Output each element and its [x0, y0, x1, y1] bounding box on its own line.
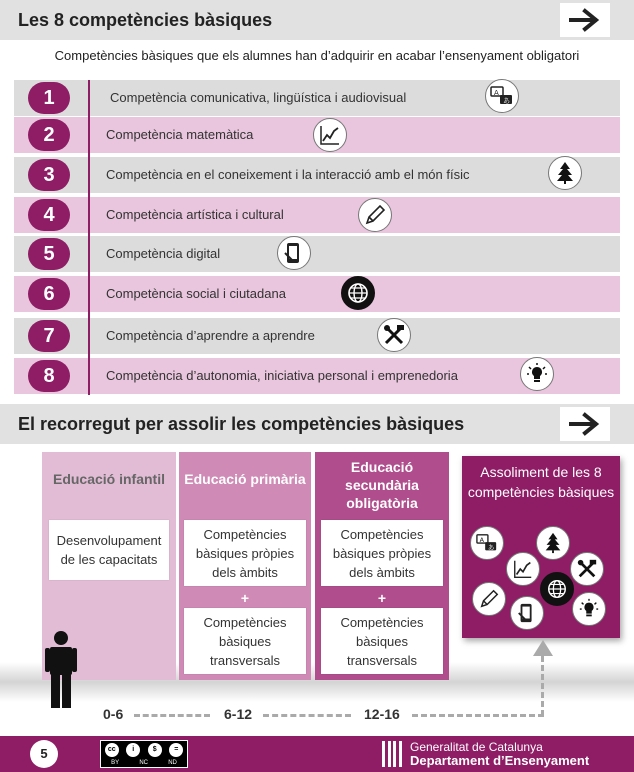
lightbulb-icon [572, 592, 606, 626]
arrow-right-icon [569, 412, 601, 436]
column-box: Competències bàsiques transversals [321, 608, 443, 674]
column-box: Competències bàsiques transversals [184, 608, 306, 674]
section1-title: Les 8 competències bàsiques [18, 10, 273, 30]
gencat-stripes-icon [382, 741, 402, 767]
competence-number: 2 [28, 119, 70, 151]
column-box: Competències bàsiques pròpies dels àmbits [184, 520, 306, 586]
age-label: 0-6 [103, 706, 124, 722]
competence-row-4 [14, 197, 620, 233]
cc-license-badge[interactable] [100, 740, 188, 768]
competence-label: Competència comunicativa, lingüística i audiovisual [110, 90, 407, 105]
competence-number: 8 [28, 360, 70, 392]
age-label: 12-16 [364, 706, 400, 722]
gencat-logo[interactable] [382, 739, 622, 769]
cc-icon: cc [105, 743, 119, 757]
lightbulb-icon [520, 357, 554, 391]
svg-text:あ: あ [487, 543, 495, 552]
phone-icon [510, 596, 544, 630]
nd-icon: = [169, 743, 183, 757]
section1-header [0, 0, 634, 40]
translate-icon [485, 79, 519, 113]
competence-label: Competència digital [106, 246, 221, 261]
org-line1: Generalitat de Catalunya [410, 740, 543, 754]
chart-icon [313, 118, 347, 152]
pencil-icon [472, 582, 506, 616]
timeline-dash [134, 714, 210, 717]
globe-icon [341, 276, 375, 310]
arrow-up-icon [533, 640, 553, 656]
nc-icon: $ [148, 743, 162, 757]
competence-row-7 [14, 318, 620, 354]
competence-label: Competència matemàtica [106, 127, 254, 142]
tree-icon [548, 156, 582, 190]
result-box [462, 456, 620, 638]
column-primaria [179, 452, 311, 680]
license-by: BY [111, 760, 120, 766]
section2-arrow-button[interactable] [560, 407, 610, 441]
competence-number: 7 [28, 320, 70, 352]
chart-icon [506, 552, 540, 586]
column-title: Educació infantil [52, 471, 165, 487]
svg-text:あ: あ [503, 97, 510, 105]
footer [0, 736, 634, 772]
timeline-dash [263, 714, 351, 717]
timeline-dash-vertical [541, 656, 544, 716]
competence-number: 6 [28, 278, 70, 310]
competence-row-1 [14, 80, 620, 116]
column-title: Educació secundària obligatòria [345, 459, 419, 511]
competence-label: Competència social i ciutadana [106, 286, 286, 301]
tools-icon [570, 552, 604, 586]
column-title: Educació primària [184, 471, 306, 487]
section2-header [0, 404, 634, 444]
org-line2: Departament d’Ensenyament [410, 753, 590, 768]
section1-subtitle: Competències bàsiques que els alumnes han d’adquirir en acabar l’ensenyament obligatori [54, 48, 580, 63]
arrow-right-icon [569, 8, 601, 32]
competence-row-6 [14, 276, 620, 312]
page-number: 5 [30, 740, 58, 768]
section1-arrow-button[interactable] [560, 3, 610, 37]
plus-sign: + [240, 590, 250, 606]
timeline-dash [412, 714, 544, 717]
svg-text:A: A [479, 536, 485, 545]
tools-icon [377, 318, 411, 352]
competence-label: Competència artística i cultural [106, 207, 284, 222]
list-divider [88, 80, 90, 395]
plus-sign: + [377, 590, 387, 606]
competence-label: Competència en el coneixement i la interacció amb el món físic [106, 167, 470, 182]
column-secundaria [315, 452, 449, 680]
competence-row-5 [14, 236, 620, 272]
competence-label: Competència d’autonomia, iniciativa personal i emprenedoria [106, 368, 458, 383]
competence-number: 4 [28, 199, 70, 231]
age-label: 6-12 [224, 706, 253, 722]
license-nc: NC [139, 760, 148, 766]
competence-number: 3 [28, 159, 70, 191]
svg-text:A: A [494, 89, 499, 97]
tree-icon [536, 526, 570, 560]
by-icon: i [126, 743, 140, 757]
result-title: Assoliment de les 8 competències bàsiques [467, 464, 615, 500]
pencil-icon [358, 198, 392, 232]
competence-number: 5 [28, 238, 70, 270]
globe-icon [540, 572, 574, 606]
license-nd: ND [168, 760, 177, 766]
competence-label: Competència d’aprendre a aprendre [106, 328, 315, 343]
section2-title: El recorregut per assolir les competències bàsiques [18, 414, 465, 434]
competence-number: 1 [28, 82, 70, 114]
translate-icon [470, 526, 504, 560]
column-box: Desenvolupament de les capacitats [49, 520, 169, 580]
column-box: Competències bàsiques pròpies dels àmbits [321, 520, 443, 586]
phone-icon [277, 236, 311, 270]
competence-row-3 [14, 157, 620, 193]
person-icon [45, 630, 77, 710]
